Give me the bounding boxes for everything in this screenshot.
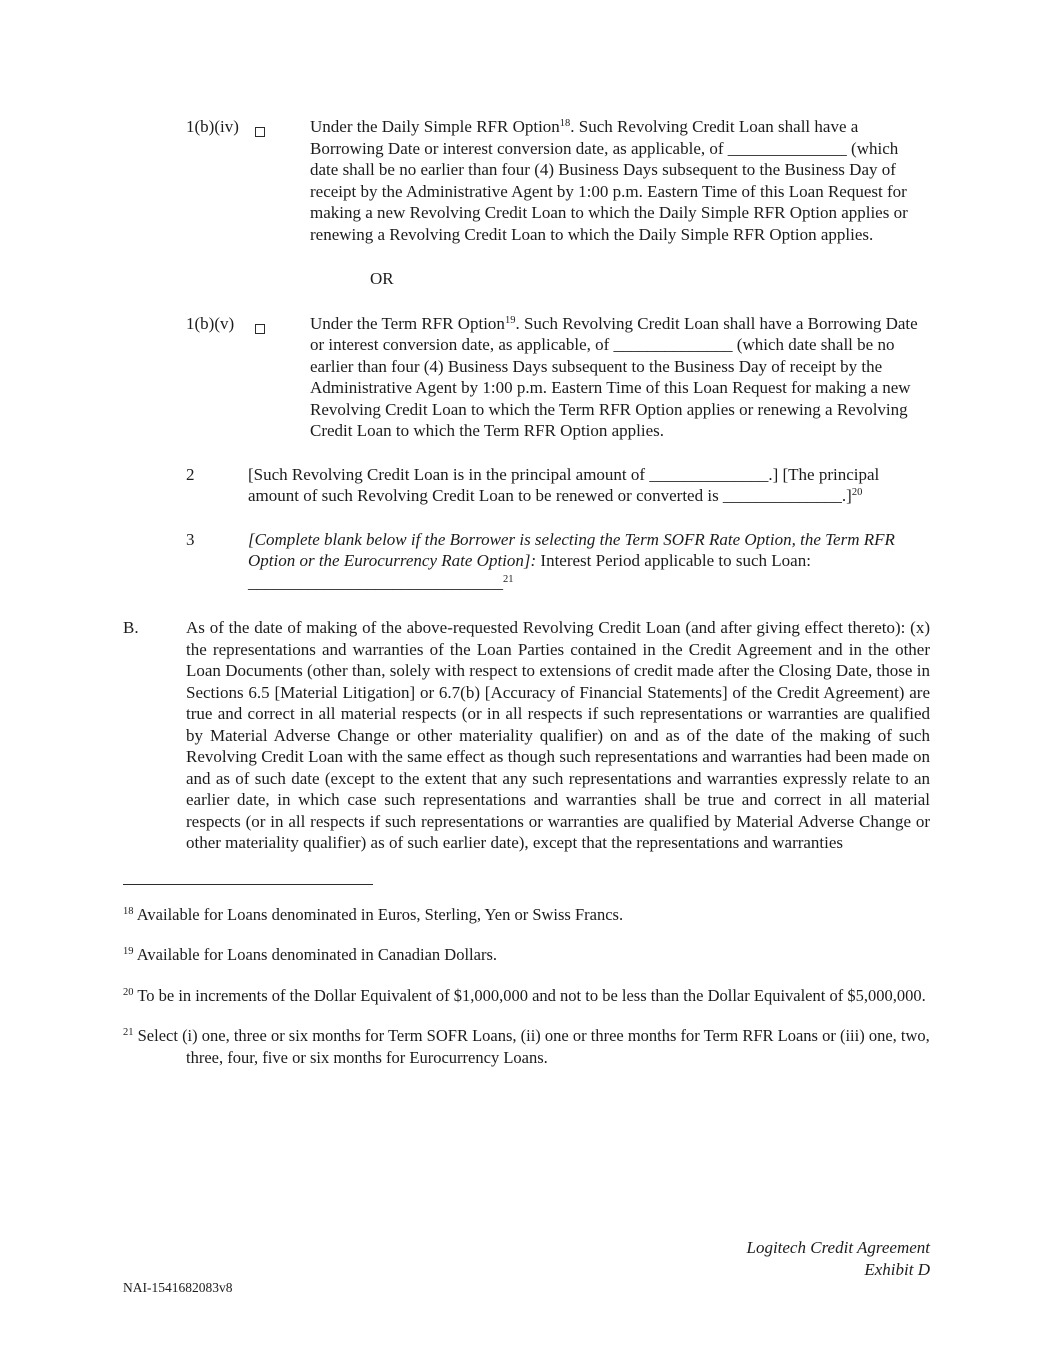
footer-right <box>746 1237 930 1280</box>
section-b-paragraph: As of the date of making of the above-requested Revolving Credit Loan (and after giving effect thereto): (x) the representations and warranties of the Loan Parties contained in the Credit Agreement and in the other Loan Documents (other than, solely with respect to extensions of credit made after the Closing Date, those in Sections 6.5 [Material Litigation] or 6.7(b) [Accuracy of Financial Statements] of the Credit Agreement) are true and correct in all material respects (or in all respects if such representations or warranties are qualified by Material Adverse Change or other materiality qualifier) on and as of the date of the making of such Revolving Credit Loan with the same effect as though such representations and warranties had been made on and as of such date (except to the extent that any such representations and warranties expressly relate to an earlier date, in which case such representations and warranties shall be true and correct in all material respects (or in all respects if such representations or warranties are qualified by Material Adverse Change or other materiality qualifier) as of such earlier date), except that the representations and warranties <box>186 618 930 852</box>
term-rfr-checkbox-icon <box>255 324 265 334</box>
footnote-20 <box>123 985 930 1007</box>
checkbox-cell <box>255 116 310 245</box>
document-id: NAI-1541682083v8 <box>123 1280 233 1295</box>
footnote-number: 20 <box>123 986 134 998</box>
option-text-before: Under the Term RFR Option <box>310 313 505 333</box>
footnote-number: 18 <box>123 905 134 917</box>
footnote-ref-19: 19 <box>504 314 516 326</box>
option-label: 1(b)(iv) <box>186 117 239 136</box>
checkbox-cell <box>255 313 310 442</box>
footer-exhibit-label: Exhibit D <box>864 1259 930 1279</box>
or-connector: OR <box>370 269 394 288</box>
footnote-text: Select (i) one, three or six months for Term SOFR Loans, (ii) one or three months for Term RFR Loans or (iii) one, two, three, four, five or six months for Eurocurrency Loans. <box>133 1026 930 1067</box>
option-text <box>310 313 930 442</box>
interest-period-instruction: [Complete blank below if the Borrower is selecting the Term SOFR Rate Option, the Term RFR Option or the Eurocurrency Rate Option]: <box>248 529 895 570</box>
principal-amount-text: [Such Revolving Credit Loan is in the principal amount of ______________.] [The principal amount of such Revolving Credit Loan to be renewed or converted is ______________.] <box>248 464 880 505</box>
footnote-text: Available for Loans denominated in Canadian Dollars. <box>133 945 498 964</box>
interest-period-text: Interest Period applicable to such Loan: <box>536 551 811 570</box>
blank-underscores: ______________________________ <box>248 572 503 592</box>
item-number: 3 <box>186 529 195 549</box>
footnote-separator <box>123 884 373 885</box>
loan-option-term-rfr <box>186 313 930 442</box>
item-number: 2 <box>186 464 195 484</box>
option-text-before: Under the Daily Simple RFR Option <box>310 117 560 136</box>
footnote-text: To be in increments of the Dollar Equivalent of $1,000,000 and not to be less than the Dollar Equivalent of $5,000,000. <box>133 985 926 1005</box>
loan-option-daily-simple-rfr <box>186 116 930 245</box>
footnote-ref-21: 21 <box>503 573 514 585</box>
option-label: 1(b)(v) <box>186 313 235 333</box>
item-text <box>248 464 930 507</box>
interest-period-item <box>186 529 930 594</box>
section-b-label: B. <box>123 618 139 637</box>
option-text-after: . Such Revolving Credit Loan shall have a Borrowing Date or interest conversion date, as applicable, of ______________ (which date shall be no earlier than four (4) Business Days subsequent to the Business Day of receipt by the Administrative Agent by 1:00 p.m. Eastern Time of this Loan Request for making a new Revolving Credit Loan to which the Term RFR Option applies or renewing a Revolving Credit Loan to which the Term RFR Option applies. <box>310 313 918 440</box>
footer-doc-title: Logitech Credit Agreement <box>746 1238 930 1257</box>
footnote-21 <box>123 1025 930 1068</box>
option-text <box>310 116 930 245</box>
footnote-number: 21 <box>123 1027 134 1038</box>
footnote-18 <box>123 904 930 926</box>
footnote-text: Available for Loans denominated in Euros, Sterling, Yen or Swiss Francs. <box>133 904 624 924</box>
daily-simple-rfr-checkbox-icon <box>255 127 265 137</box>
option-text-after: . Such Revolving Credit Loan shall have a Borrowing Date or interest conversion date, as applicable, of ______________ (which date shall be no earlier than four (4) Business Days subsequent to the Business Day of receipt by the Administrative Agent by 1:00 p.m. Eastern Time of this Loan Request for making a new Revolving Credit Loan to which the Daily Simple RFR Option applies or renewing a Revolving Credit Loan to which the Daily Simple RFR Option applies. <box>310 117 908 244</box>
footnote-ref-18: 18 <box>559 118 571 129</box>
footnote-19 <box>123 944 930 966</box>
footnote-number: 19 <box>123 946 134 957</box>
interest-period-blank <box>248 572 930 594</box>
item-text <box>248 529 930 594</box>
section-b <box>123 617 930 854</box>
footnote-ref-20: 20 <box>851 487 863 498</box>
principal-amount-item <box>186 464 930 507</box>
